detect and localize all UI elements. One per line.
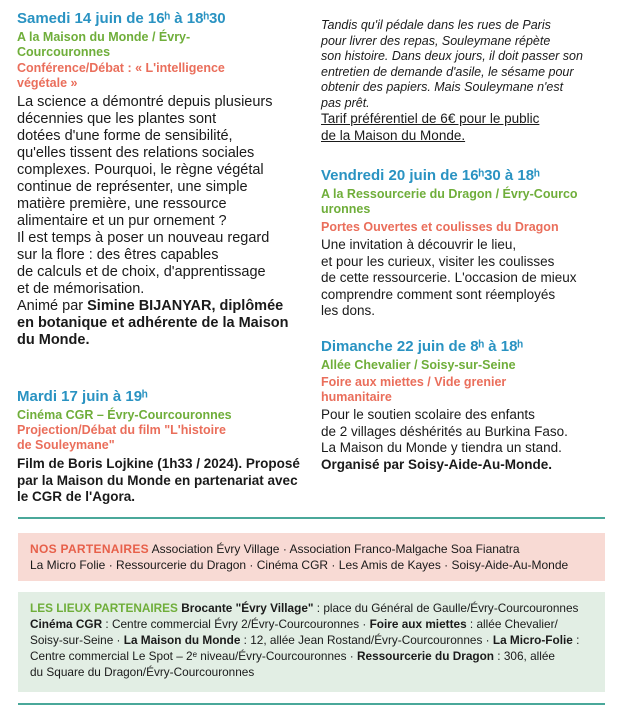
description-line: par la Maison du Monde en partenariat avec — [17, 472, 298, 488]
venue-address: du Square du Dragon/Évry-Courcouronnes — [30, 665, 255, 679]
description-line: complexes. Pourquoi, le règne végétal — [17, 162, 264, 178]
animator-line — [17, 298, 307, 315]
event-title-line-2: de Souleymane" — [17, 438, 115, 452]
venues-line-2 — [30, 616, 593, 632]
venue-address: : 306, allée — [494, 649, 555, 663]
film-synopsis — [321, 18, 613, 144]
divider-top — [18, 517, 605, 519]
venue-name: La Maison du Monde — [123, 633, 241, 647]
event-title-line-2: végétale » — [17, 76, 78, 90]
description-line: matière première, une ressource — [17, 196, 227, 212]
event-description — [321, 407, 613, 473]
venue-name: Ressourcerie du Dragon — [356, 649, 494, 663]
description-line: comprendre comment sont réemployés — [321, 286, 556, 302]
venue-address: Soisy-sur-Seine · — [30, 633, 124, 647]
partners-label: NOS PARTENAIRES — [30, 542, 149, 556]
venues-label: LES LIEUX PARTENAIRES — [30, 601, 178, 615]
event-place-line-1: A la Maison du Monde / Évry- — [17, 30, 191, 44]
event-date: Mardi 17 juin à 19ʰ — [17, 388, 148, 405]
description-line: Pour le soutien scolaire des enfants — [321, 407, 535, 422]
event-place: Cinéma CGR – Évry-Courcouronnes — [17, 408, 232, 422]
venue-address: : place du Général de Gaulle/Évry-Courcouronnes — [313, 601, 579, 615]
synopsis-line: obtenir des papiers. Mais Souleymane n'est — [321, 80, 564, 94]
event-vendredi — [321, 167, 613, 320]
venues-line-3 — [30, 632, 593, 648]
event-title-line-2: humanitaire — [321, 390, 392, 404]
venue-address: : 12, allée Jean Rostand/Évry-Courcouronnes · — [240, 633, 493, 647]
event-dimanche — [321, 338, 613, 473]
venues-line-1 — [30, 600, 593, 616]
description-line: de 2 villages déshérités au Burkina Faso. — [321, 423, 568, 439]
event-date: Dimanche 22 juin de 8ʰ à 18ʰ — [321, 338, 523, 355]
animator-name: Simine BIJANYAR, diplômée — [87, 298, 284, 314]
event-date: Samedi 14 juin de 16ʰ à 18ʰ30 — [17, 10, 226, 27]
description-line: La science a démontré depuis plusieurs — [17, 94, 273, 110]
event-date: Vendredi 20 juin de 16ʰ30 à 18ʰ — [321, 167, 540, 184]
description-line: de cette ressourcerie. L'occasion de mieux — [321, 270, 577, 285]
description-line: de calculs et de choix, d'apprentissage — [17, 264, 266, 280]
synopsis-line: pas prêt. — [321, 95, 370, 110]
description-line: sur la flore : des êtres capables — [17, 247, 219, 263]
synopsis-line: Tandis qu'il pédale dans les rues de Paris — [321, 18, 551, 32]
event-description — [321, 237, 613, 320]
animator-line-2: en botanique et adhérente de la Maison — [17, 315, 289, 331]
partners-line-1 — [30, 541, 593, 557]
description-line: dotées d'une forme de sensibilité, — [17, 128, 233, 144]
venue-address: Centre commercial Le Spot – 2ᵉ niveau/Évry-Courcouronnes · — [30, 649, 357, 663]
description-line: La Maison du Monde y tiendra un stand. — [321, 440, 562, 455]
synopsis-line: pour livrer des repas, Souleymane répète — [321, 33, 551, 48]
event-title-line-1: Projection/Débat du film "L'histoire — [17, 423, 226, 437]
organizer-line: Organisé par Soisy-Aide-Au-Monde. — [321, 456, 553, 472]
event-description — [17, 94, 307, 349]
event-place-line-1: A la Ressourcerie du Dragon / Évry-Courco — [321, 187, 578, 201]
venues-line-4 — [30, 648, 593, 664]
event-mardi — [17, 388, 307, 506]
partners-list-1: Association Évry Village · Association Franco-Malgache Soa Fianatra — [148, 542, 520, 556]
event-title-line-1: Foire aux miettes / Vide grenier — [321, 375, 507, 389]
event-place-line-2: uronnes — [321, 202, 371, 216]
description-line: qu'elles tissent des relations sociales — [17, 145, 255, 161]
synopsis-line: entretien de demande d'asile, le sésame pour — [321, 64, 574, 79]
animator-prefix: Animé par — [17, 298, 88, 314]
venue-address: : — [572, 633, 580, 647]
description-line: et pour les curieux, visiter les coulisses — [321, 253, 555, 269]
description-line: Une invitation à découvrir le lieu, — [321, 237, 517, 252]
event-place-line-2: Courcouronnes — [17, 45, 111, 59]
synopsis-line: son histoire. Dans deux jours, il doit passer son — [321, 49, 583, 63]
event-title: Portes Ouvertes et coulisses du Dragon — [321, 220, 559, 234]
description-line: Film de Boris Lojkine (1h33 / 2024). Proposé — [17, 456, 300, 471]
tarif-line-2: de la Maison du Monde. — [321, 127, 466, 143]
description-line: alimentaire et un pur ornement ? — [17, 213, 227, 229]
description-line: Il est temps à poser un nouveau regard — [17, 230, 270, 246]
description-line: le CGR de l'Agora. — [17, 489, 135, 504]
venue-name: Cinéma CGR — [30, 617, 103, 631]
description-line: et de mémorisation. — [17, 281, 145, 297]
event-samedi — [17, 10, 307, 349]
partner-venues-box — [18, 592, 605, 692]
description-line: continue de représenter, une simple — [17, 179, 248, 195]
animator-line-3: du Monde. — [17, 332, 90, 348]
venue-address: : Centre commercial Évry 2/Évry-Courcouronnes · — [102, 617, 370, 631]
venue-name: Brocante "Évry Village" — [181, 601, 314, 615]
description-line: les dons. — [321, 303, 376, 318]
venues-line-5 — [30, 664, 593, 680]
venue-address: : allée Chevalier/ — [466, 617, 558, 631]
venue-name: La Micro-Folie — [492, 633, 573, 647]
event-place: Allée Chevalier / Soisy-sur-Seine — [321, 358, 516, 372]
event-title-line-1: Conférence/Débat : « L'intelligence — [17, 61, 225, 75]
divider-bottom — [18, 703, 605, 705]
event-description — [17, 456, 307, 506]
tarif-line-1: Tarif préférentiel de 6€ pour le public — [321, 111, 540, 126]
venue-name: Foire aux miettes — [369, 617, 467, 631]
partners-box — [18, 533, 605, 581]
partners-list-2: La Micro Folie · Ressourcerie du Dragon · Cinéma CGR · Les Amis de Kayes · Soisy-Aide-Au-Monde — [30, 558, 569, 572]
description-line: décennies que les plantes sont — [17, 111, 217, 127]
